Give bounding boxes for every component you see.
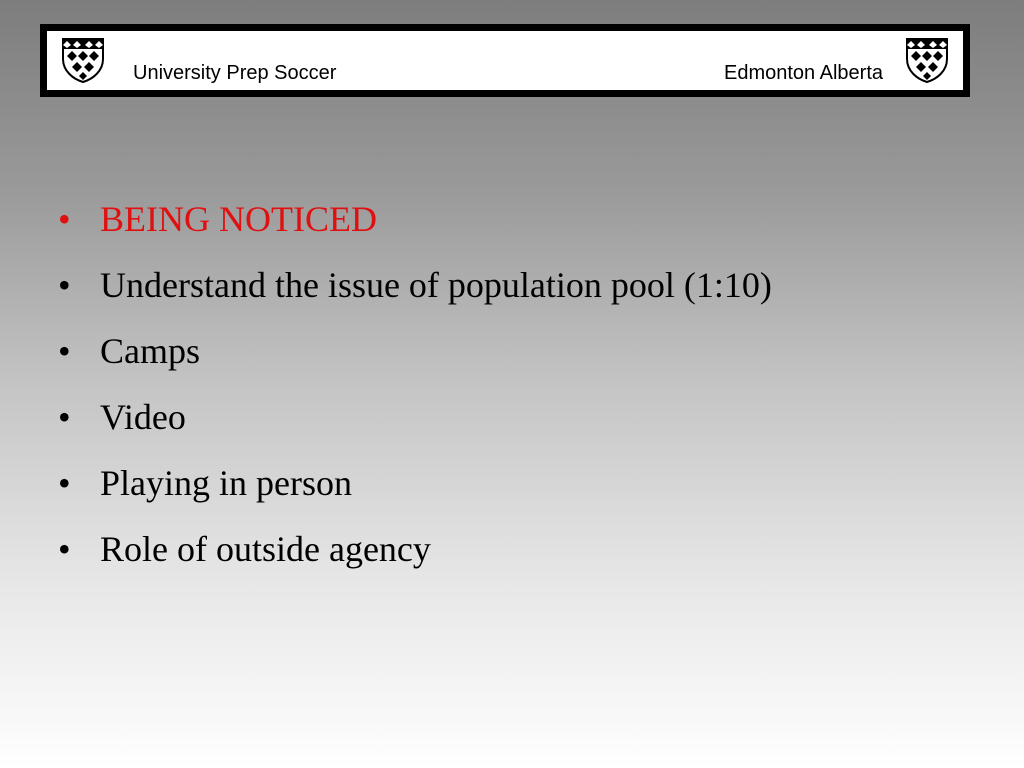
bullet-dot: •	[58, 397, 71, 437]
bullet-item	[58, 252, 772, 318]
bullet-dot: •	[58, 463, 71, 503]
bullet-list	[58, 186, 772, 582]
bullet-dot: •	[58, 529, 71, 569]
shield-crest-icon	[61, 37, 105, 83]
bullet-item	[58, 450, 772, 516]
header-panel	[47, 31, 963, 90]
bullet-dot: •	[58, 199, 71, 239]
bullet-text: Playing in person	[100, 463, 352, 503]
bullet-text: Camps	[100, 331, 201, 371]
bullet-item	[58, 186, 772, 252]
header-title: University Prep Soccer	[133, 62, 337, 84]
bullet-item	[58, 516, 772, 582]
bullet-item	[58, 384, 772, 450]
bullet-text: Video	[100, 397, 186, 437]
bullet-dot: •	[58, 331, 71, 371]
bullet-dot: •	[58, 265, 71, 305]
bullet-item	[58, 318, 772, 384]
bullet-text: BEING NOTICED	[100, 199, 377, 239]
bullet-text: Understand the issue of population pool (1:10)	[100, 265, 772, 305]
header-location: Edmonton Alberta	[724, 62, 883, 84]
bullet-text: Role of outside agency	[100, 529, 431, 569]
shield-crest-icon	[905, 37, 949, 83]
header-banner	[40, 24, 970, 97]
